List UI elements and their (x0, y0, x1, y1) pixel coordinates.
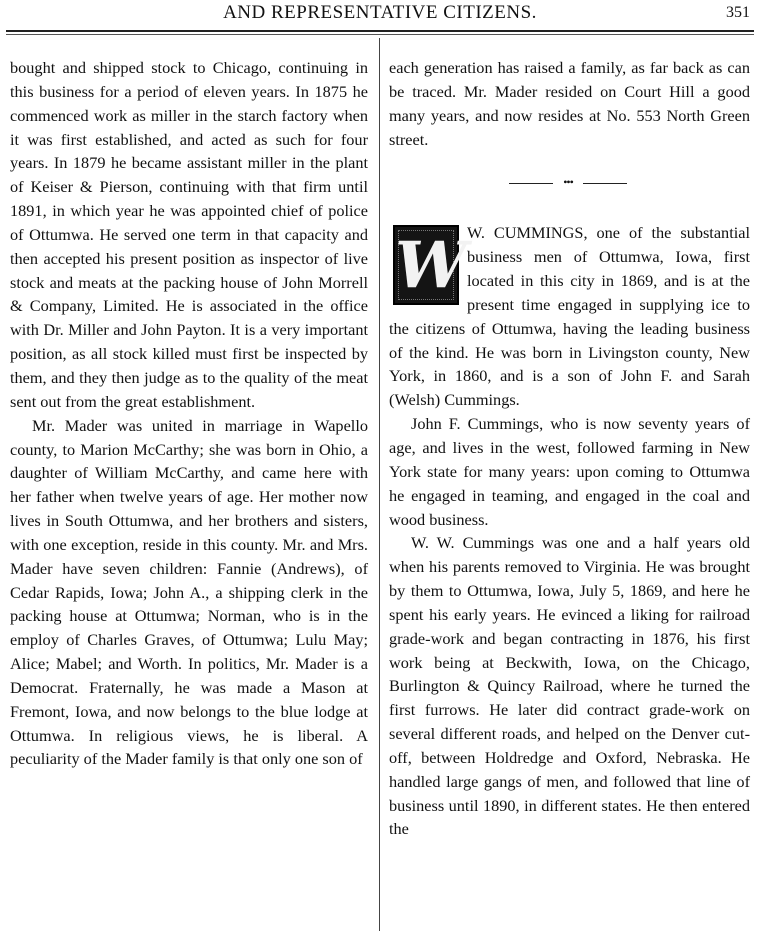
bio-opening-text: W. CUMMINGS, one of the substantial business men of Ottumwa, Iowa, first located in this city in 1869, and is at the present time engaged in supplying ice to the citizens of Ottumwa, having the leading business of the kind. He was born in Livingston county, New York, in 1860, and is a son of John F. and Sarah (Welsh) Cummings. (389, 223, 750, 410)
header-rule-thin (6, 34, 754, 35)
right-continuation: each generation has raised a family, as far back as can be traced. Mr. Mader resided on Court Hill a good many years, and now resides at No. 553 North Green street. (389, 58, 750, 149)
right-paragraph-2: John F. Cummings, who is now seventy years of age, and lives in the west, followed farming in New York state for many years: upon coming to Ottumwa he engaged in teaming, and engaged in the coal and wood business. (389, 414, 750, 529)
dropcap-initial (393, 225, 467, 305)
right-column (389, 56, 750, 841)
dropcap-letter: W (395, 228, 467, 304)
running-title: AND REPRESENTATIVE CITIZENS. (223, 2, 537, 23)
left-paragraph-2: Mr. Mader was united in marriage in Wapello county, to Marion McCarthy; she was born in Ohio, a daughter of William McCarthy, and came here with her father when twelve years of age. Her mother now lives in South Ottumwa, and her brothers and sisters, with one exception, reside in this county. Mr. and Mrs. Mader have seven children: Fannie (Andrews), of Cedar Rapids, Iowa; John A., a shipping clerk in the packing house at Ottumwa; Norman, who is in the employ of Charles Graves, of Ottumwa; Lulu May; Alice; Mabel; and Worth. In politics, Mr. Mader is a Democrat. Fraternally, he was made a Mason at Fremont, Iowa, and now belongs to the blue lodge at Ottumwa. In religious views, he is liberal. A peculiarity of the Mader family is that only one son of (10, 415, 368, 769)
column-divider (379, 38, 380, 931)
header-rule (6, 30, 754, 32)
section-ornament (389, 151, 750, 211)
page-number: 351 (726, 4, 750, 21)
ornament-dots: ••• (553, 173, 583, 191)
left-column (10, 56, 368, 771)
biography-section (389, 221, 750, 841)
bio-opening-paragraph (389, 221, 750, 412)
left-paragraph-1: bought and shipped stock to Chicago, continuing in this business for a period of eleven years. In 1875 he commenced work as miller in the starch factory when it was first established, and acted as such for four years. In 1879 he became assistant miller in the plant of Keiser & Pierson, continuing with that firm until 1891, in which year he was appointed chief of police of Ottumwa. He served one term in that capacity and then accepted his present position as inspector of live stock and meats at the packing house of John Morrell & Company, Limited. He is associated in the office with Dr. Miller and John Payton. It is a very important position, as all stock killed must first be inspected by them, and they then judge as to the quality of the meat sent out from the great establishment. (10, 58, 368, 411)
right-paragraph-3: W. W. Cummings was one and a half years old when his parents removed to Virginia. He was brought by them to Ottumwa, Iowa, July 5, 1869, and here he spent his early years. He evinced a liking for railroad grade-work and began contracting in 1876, his first work being at Beckwith, Iowa, on the Chicago, Burlington & Quincy Railroad, where he turned the first furrows. He later did contract grade-work on several different roads, and helped on the Denver cut-off, between Holdredge and Oxford, Nebraska. He handled large gangs of men, and followed that line of business until 1890, in different states. He then entered the (389, 533, 750, 839)
running-head (0, 2, 758, 24)
